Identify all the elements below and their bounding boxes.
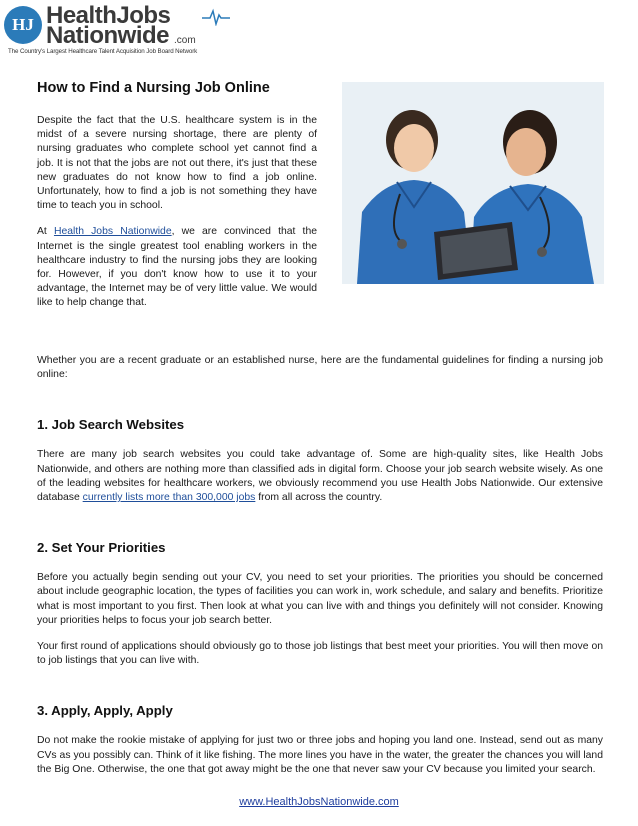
section-1-paragraph (37, 448, 603, 505)
logo-com: .com (174, 35, 196, 46)
health-jobs-nationwide-link[interactable]: Health Jobs Nationwide (53, 226, 172, 238)
300000-jobs-link[interactable]: currently lists more than 300,000 jobs (82, 492, 256, 504)
s1-after: from all across the country. (255, 492, 383, 504)
footer-url-link[interactable]: www.HealthJobsNationwide.com (239, 796, 399, 808)
section-heading-apply: 3. Apply, Apply, Apply (37, 703, 173, 719)
nurses-illustration (342, 82, 604, 284)
section-2-paragraph-1: Before you actually begin sending out your CV, you need to set your priorities. The priorities you should be concerned about include geographic location, the types of facilities you can work in, work schedule, and salary and benefits. Prioritize what is most important to you first. Then look at what you can live with and things you definitely will not consider. Knowing your priorities helps to focus your job search better. (37, 572, 603, 626)
s1-before: There are many job search websites you could take advantage of. Some are high-quality sites, like Health Jobs Nationwide, and others are nothing more than classified ads in digital form. Choose your job search website wisely. As one of the leading websites for healthcare workers, we obviously recommend you use Health Jobs Nationwide. Our extensive database (37, 449, 603, 504)
intro-text (37, 114, 317, 323)
logo-monogram: HJ (4, 6, 42, 44)
section-3-paragraph: Do not make the rookie mistake of applying for just two or three jobs and hoping you land one. Instead, send out as many CVs as you possibly can. Think of it like fishing. The more lines you have in the water, the greater the chances you will land the Big One. Otherwise, the one that got away might be the one that never saw your CV because you limited your search. (37, 735, 603, 775)
logo-name-line1: HealthJobs (46, 2, 171, 29)
footer (0, 796, 638, 808)
intro-p2-after: , we are convinced that the Internet is the single greatest tool enabling workers in the healthcare industry to find the nursing jobs they are looking for. However, if you don't know how to use it to your advantage, the Internet may be of very little value. We would like to help change that. (37, 226, 317, 309)
intro-p2-before: At (37, 226, 54, 238)
page-title: How to Find a Nursing Job Online (37, 80, 270, 96)
section-heading-set-your-priorities: 2. Set Your Priorities (37, 540, 166, 556)
article (37, 78, 603, 789)
logo-name-line2: Nationwide (46, 22, 170, 49)
intro-paragraph-1: Despite the fact that the U.S. healthcare system is in the midst of a severe nursing shortage, there are plenty of nursing graduates who complete school yet cannot find a job. It is not that the jobs are not out there, it's just that these new graduates do not know how to find a job online. Unfortunately, how to find a job is not something they have time to teach you in school. (37, 115, 317, 212)
nurses-photo (342, 82, 604, 284)
section-2-paragraph-2: Your first round of applications should obviously go to those job listings that best meet your priorities. You will then move on to job listings that you can live with. (37, 641, 603, 667)
heartbeat-icon (202, 8, 230, 26)
intro-paragraph-3: Whether you are a recent graduate or an established nurse, here are the fundamental guidelines for finding a nursing job online: (37, 355, 603, 381)
intro-section (37, 114, 603, 354)
logo-tagline: The Country's Largest Healthcare Talent Acquisition Job Board Network (8, 48, 198, 55)
section-heading-job-search-websites: 1. Job Search Websites (37, 417, 185, 433)
site-logo[interactable] (4, 4, 234, 58)
intro-paragraph-2 (37, 225, 317, 310)
